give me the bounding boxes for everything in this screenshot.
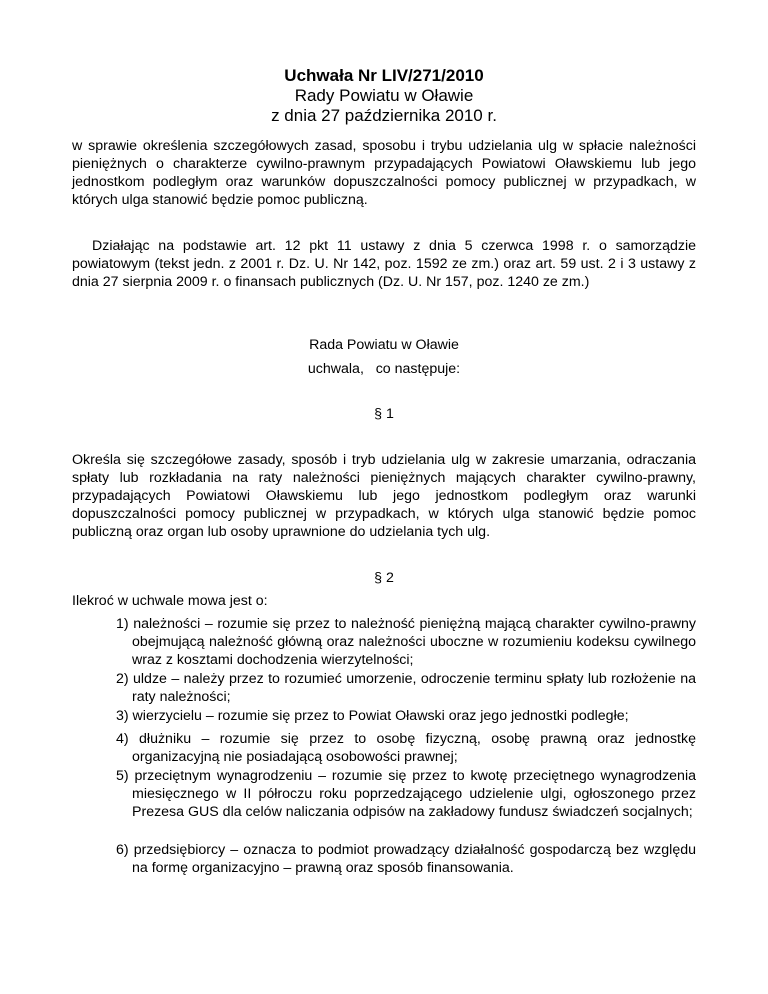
list-item: 4) dłużniku – rozumie się przez to osobę fizyczną, osobę prawną oraz jednostkę organizacyjną nie posiadającą osobowości prawnej; (116, 731, 696, 765)
resolution-date: z dnia 27 października 2010 r. (271, 106, 497, 125)
resolution-header (0, 66, 768, 126)
section-2-intro: Ilekroć w uchwale mowa jest o: (72, 593, 268, 609)
legal-basis: Działając na podstawie art. 12 pkt 11 ustawy z dnia 5 czerwca 1998 r. o samorządzie powiatowym (tekst jedn. z 2001 r. Dz. U. Nr 142, poz. 1592 ze zm.) oraz art. 59 ust. 2 i 3 ustawy z dnia 27 sierpnia 2009 r. o finansach publicznych (Dz. U. Nr 157, poz. 1240 ze zm.) (72, 238, 696, 290)
section-1-mark: § 1 (374, 406, 394, 422)
list-item: 2) uldze – należy przez to rozumieć umorzenie, odroczenie terminu spłaty lub rozłożenie na raty należności; (116, 671, 696, 705)
resolution-council: Rady Powiatu w Oławie (294, 86, 474, 105)
section-2-mark: § 2 (374, 570, 394, 586)
resolving-body: Rada Powiatu w Oławie (309, 337, 459, 353)
list-item: 6) przedsiębiorcy – oznacza to podmiot prowadzący działalność gospodarczą bez względu na formę organizacyjno – prawną oraz sposób finansowania. (116, 842, 696, 876)
resolving-phrase: uchwala, co następuje: (307, 361, 461, 377)
list-item: 3) wierzycielu – rozumie się przez to Powiat Oławski oraz jego jednostki podległe; (116, 708, 629, 724)
list-item: 5) przeciętnym wynagrodzeniu – rozumie się przez to kwotę przeciętnego wynagrodzenia miesięcznego w II półroczu roku poprzedzającego udzielenie ulgi, ogłoszonego przez Prezesa GUS dla celów naliczania odpisów na zakładowy fundusz świadczeń socjalnych; (116, 768, 696, 820)
resolution-subject: w sprawie określenia szczegółowych zasad, sposobu i trybu udzielania ulg w spłacie należności pieniężnych o charakterze cywilno-prawnym przypadających Powiatowi Oławskiemu lub jego jednostkom podległym oraz warunków dopuszczalności pomocy publicznej w przypadkach, w których ulga stanowić będzie pomoc publiczną. (72, 138, 696, 208)
list-item: 1) należności – rozumie się przez to należność pieniężną mającą charakter cywilno-prawny obejmującą należność główną oraz należności uboczne w rozumieniu kodeksu cywilnego wraz z kosztami dochodzenia wierzytelności; (116, 616, 696, 668)
resolution-title: Uchwała Nr LIV/271/2010 (284, 66, 484, 85)
section-1-text: Określa się szczegółowe zasady, sposób i tryb udzielania ulg w zakresie umarzania, odraczania spłaty lub rozkładania na raty należności pieniężnych mających charakter cywilno-prawny, przypadających Powiatowi Oławskiemu lub jego jednostkom podległym oraz warunki dopuszczalności pomocy publicznej w przypadkach, w których ulga stanowić będzie pomoc publiczną oraz organ lub osoby uprawnione do udzielania tych ulg. (72, 452, 696, 540)
